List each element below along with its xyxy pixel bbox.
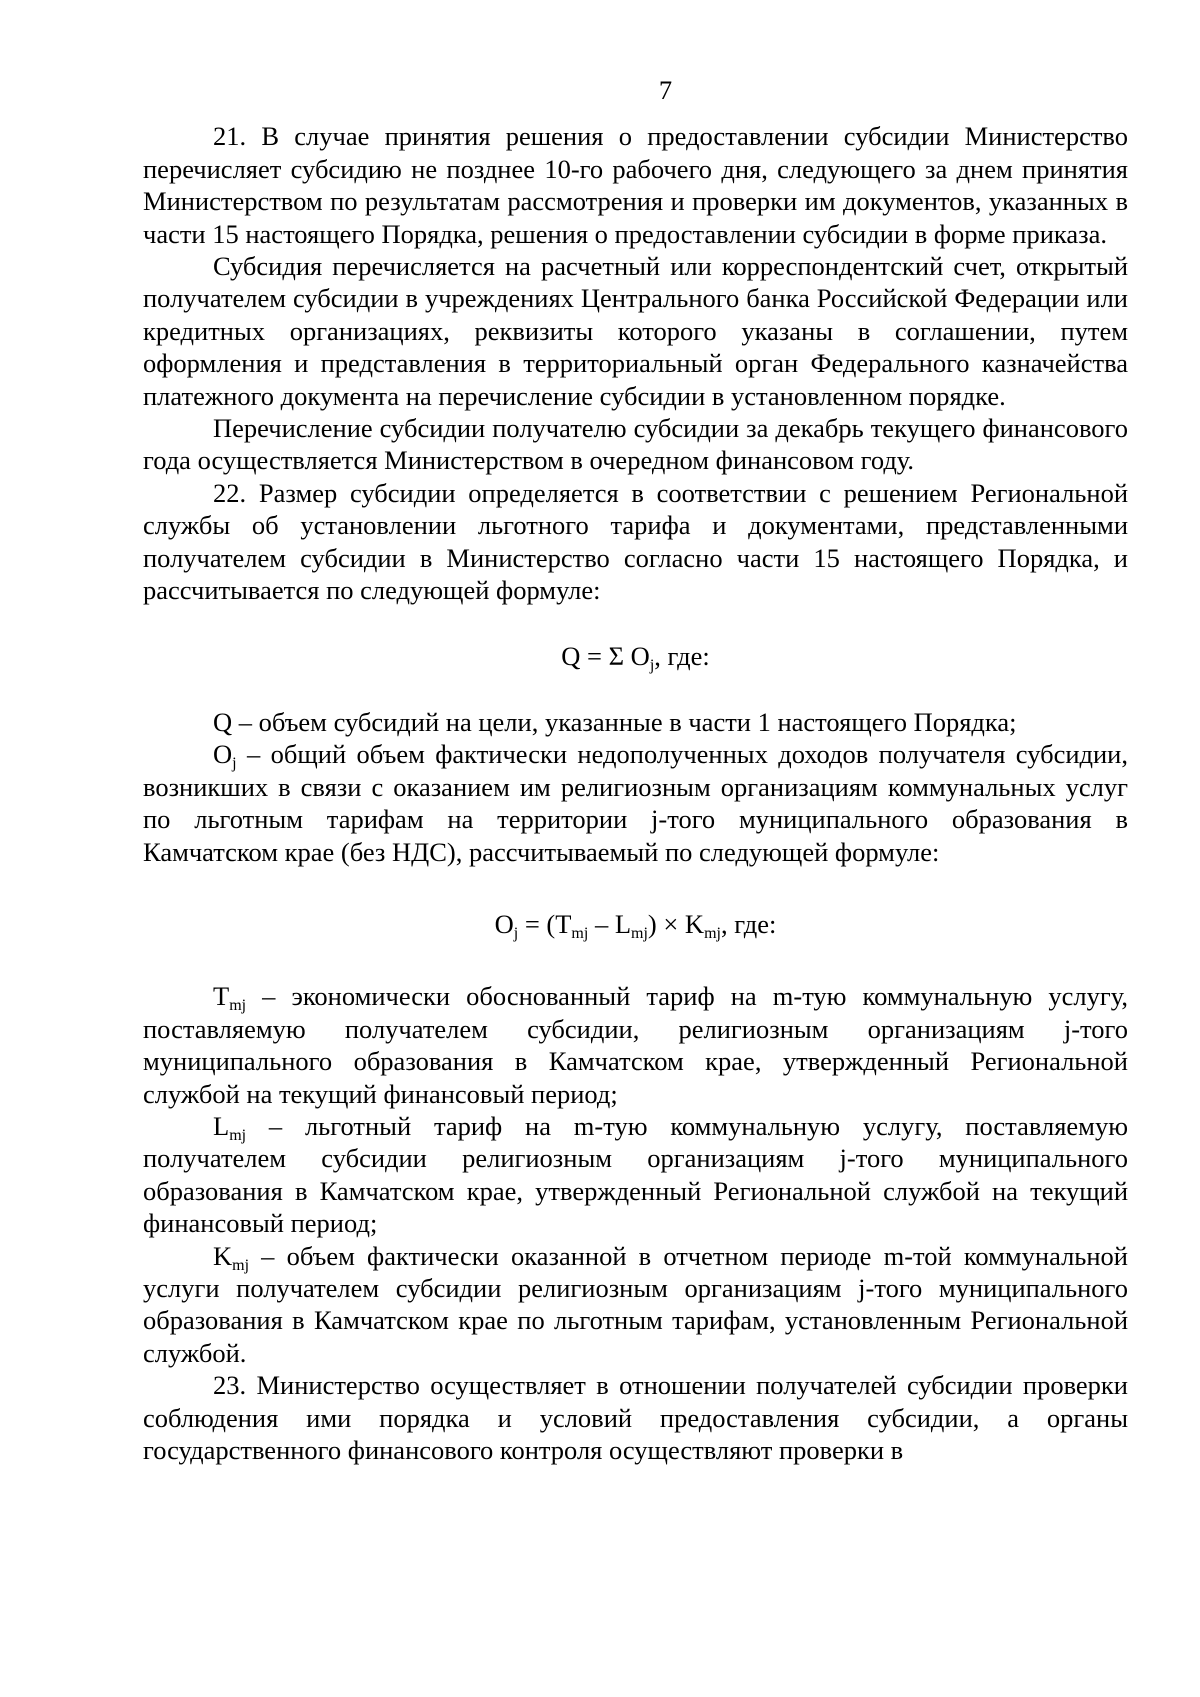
symbol-t: T — [213, 981, 230, 1012]
formula-q-sub-j: j — [649, 657, 655, 675]
definition-oj — [143, 738, 1128, 868]
symbol-o-sub: j — [232, 755, 237, 773]
formula-oj-sub-l: mj — [631, 924, 648, 942]
formula-oj — [143, 908, 1128, 940]
paragraph-21-transfer-account: Субсидия перечисляется на расчетный или корреспондентский счет, открытый получателем субсидии в учреждениях Центрального банка Российской Федерации или кредитных организациях, реквизиты которого указаны в соглашении, путем оформления и представления в территориальный орган Федерального казначейства платежного документа на перечисление субсидии в установленном порядке. — [143, 251, 1128, 411]
formula-q — [143, 640, 1128, 675]
formula-oj-sub-k: mj — [704, 924, 721, 942]
paragraph-21-december: Перечисление субсидии получателю субсидии за декабрь текущего финансового года осуществляется Министерством в очередном финансовом году. — [143, 413, 1128, 476]
symbol-k: K — [213, 1240, 233, 1271]
formula-oj-o: O — [494, 908, 514, 939]
formula-oj-eq: = (T — [518, 908, 572, 939]
symbol-l-sub: mj — [229, 1126, 247, 1144]
definition-tmj-text: – экономически обоснованный тариф на m-тую коммунальную услугу, поставляемую получателем субсидии, религиозным организациям j-того муниципального образования в Камчатском крае, утвержденный Региональной службой на текущий финансовый период; — [143, 981, 1128, 1109]
symbol-o: O — [213, 739, 233, 770]
formula-oj-sub-j: j — [513, 924, 519, 942]
formula-q-tail: , где: — [654, 641, 710, 672]
definition-kmj-text: – объем фактически оказанной в отчетном периоде m-той коммунальной услуги получателем субсидии религиозным организациям j-того муниципального образования в Камчатском крае по льготным тарифам, установленным Региональной службой. — [143, 1240, 1128, 1368]
definition-kmj — [143, 1240, 1128, 1370]
formula-oj-tail: , где: — [720, 908, 777, 939]
symbol-t-sub: mj — [229, 997, 247, 1015]
formula-oj-times: ) × K — [647, 908, 705, 939]
formula-q-lhs: Q = Σ O — [561, 641, 650, 672]
page-number: 7 — [658, 75, 673, 105]
paragraph-23-inspection: 23. Министерство осуществляет в отношении получателей субсидии проверки соблюдения ими порядка и условий предоставления субсидии, а органы государственного финансового контроля осуществляют проверки в — [143, 1370, 1128, 1466]
symbol-l: L — [213, 1110, 230, 1141]
paragraph-22-amount: 22. Размер субсидии определяется в соответствии с решением Региональной службы об установлении льготного тарифа и документами, представленными получателем субсидии в Министерство согласно части 15 настоящего Порядка, и рассчитывается по следующей формуле: — [143, 477, 1128, 606]
formula-oj-sub-t: mj — [571, 924, 589, 942]
definition-tmj — [143, 980, 1128, 1110]
definition-q: Q – объем субсидий на цели, указанные в части 1 настоящего Порядка; — [213, 706, 1017, 737]
paragraph-21-decision: 21. В случае принятия решения о предоставлении субсидии Министерство перечисляет субсидию не позднее 10-го рабочего дня, следующего за днем принятия Министерством по результатам рассмотрения и проверки им документов, указанных в части 15 настоящего Порядка, решения о предоставлении субсидии в форме приказа. — [143, 121, 1128, 249]
definition-lmj — [143, 1110, 1128, 1240]
definition-lmj-text: – льготный тариф на m-тую коммунальную услугу, поставляемую получателем субсидии религиозным организациям j-того муниципального образования в Камчатском крае, утвержденный Региональной службой на текущий финансовый период; — [143, 1110, 1128, 1239]
formula-oj-minus: – L — [588, 908, 631, 939]
definition-oj-text: – общий объем фактически недополученных доходов получателя субсидии, возникших в связи с оказанием им религиозным организациям коммунальных услуг по льготным тарифам на территории j-того муниципального образования в Камчатском крае (без НДС), рассчитываемый по следующей формуле: — [143, 739, 1128, 867]
symbol-k-sub: mj — [232, 1256, 250, 1274]
